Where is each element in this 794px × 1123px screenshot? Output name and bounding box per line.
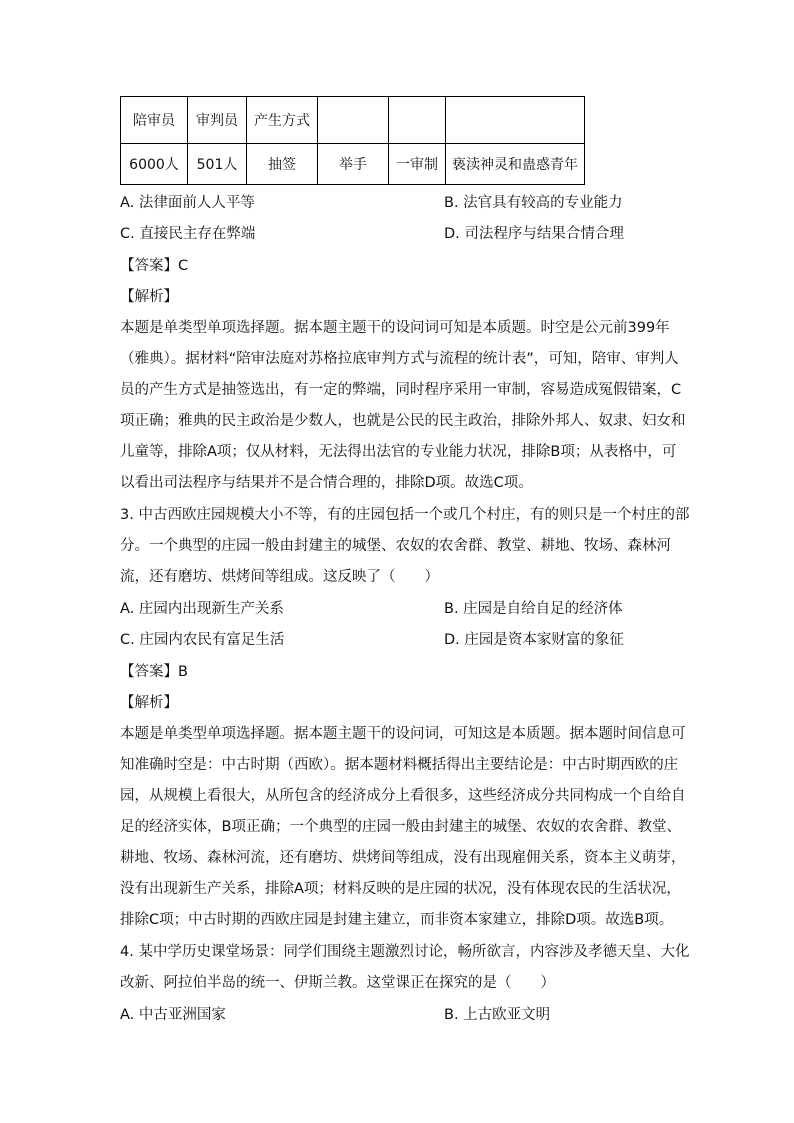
- q3-stem-line: 3. 中古西欧庄园规模大小不等，有的庄园包括一个或几个村庄，有的则只是一个村庄的部: [120, 507, 690, 523]
- q2-analysis-line: 本题是单类型单项选择题。据本题主题干的设问词可知是本质题。时空是公元前399年: [120, 320, 670, 336]
- table-cell: 抽签: [247, 144, 318, 185]
- q3-analysis-line: 本题是单类型单项选择题。据本题主题干的设问词，可知这是本质题。据本题时间信息可: [120, 726, 686, 742]
- trial-statistics-table: [120, 96, 585, 185]
- q3-option-c: C. 庄园内农民有富足生活: [120, 632, 285, 648]
- q3-analysis-line: 没有出现新生产关系，排除A项；材料反映的是庄园的状况，没有体现农民的生活状况，: [120, 881, 681, 897]
- table-cell: [389, 97, 446, 144]
- q3-analysis-line: 足的经济实体，B项正确；一个典型的庄园一般由封建主的城堡、农奴的农舍群、教堂、: [120, 819, 681, 835]
- q3-answer: 【答案】B: [120, 664, 188, 680]
- q2-analysis-line: 员的产生方式是抽签选出，有一定的弊端，同时程序采用一审制，容易造成冤假错案，C: [120, 382, 682, 398]
- q2-option-a: A. 法律面前人人平等: [120, 195, 255, 211]
- table-cell: 亵渎神灵和蛊惑青年: [446, 144, 585, 185]
- table-cell: 一审制: [389, 144, 446, 185]
- q2-analysis-line: （雅典）。据材料“陪审法庭对苏格拉底审判方式与流程的统计表”，可知，陪审、审判人: [120, 351, 679, 367]
- q2-option-c: C. 直接民主存在弊端: [120, 226, 256, 242]
- q2-analysis-label: 【解析】: [120, 289, 178, 305]
- q4-option-a: A. 中古亚洲国家: [120, 1007, 226, 1023]
- q4-stem-line: 4. 某中学历史课堂场景：同学们围绕主题激烈讨论，畅所欲言，内容涉及孝德天皇、大化: [120, 944, 690, 960]
- q3-analysis-line: 排除C项；中古时期的西欧庄园是封建主建立，而非资本家建立，排除D项。故选B项。: [120, 912, 674, 928]
- q2-option-b: B. 法官具有较高的专业能力: [444, 195, 623, 211]
- table-cell: 产生方式: [247, 97, 318, 144]
- q3-stem-line: 流，还有磨坊、烘烤间等组成。这反映了（ ）: [120, 569, 439, 585]
- table-cell: [318, 97, 389, 144]
- table-cell: 举手: [318, 144, 389, 185]
- table-cell: 审判员: [188, 97, 247, 144]
- table-row: [121, 144, 585, 185]
- table-cell: [446, 97, 585, 144]
- q3-option-d: D. 庄园是资本家财富的象征: [444, 632, 624, 648]
- q4-stem-line: 改新、阿拉伯半岛的统一、伊斯兰教。这堂课正在探究的是（ ）: [120, 975, 555, 991]
- q3-option-a: A. 庄园内出现新生产关系: [120, 601, 284, 617]
- table-cell: 6000人: [121, 144, 188, 185]
- q3-stem-line: 分。一个典型的庄园一般由封建主的城堡、农奴的农舍群、教堂、耕地、牧场、森林河: [120, 538, 671, 554]
- table-cell: 陪审员: [121, 97, 188, 144]
- q3-analysis-line: 耕地、牧场、森林河流，还有磨坊、烘烤间等组成，没有出现雇佣关系，资本主义萌芽，: [120, 850, 686, 866]
- q3-analysis-line: 园，从规模上看很大，从所包含的经济成分上看很多，这些经济成分共同构成一个自给自: [120, 788, 686, 804]
- q3-analysis-line: 知准确时空是：中古时期（西欧）。据本题材料概括得出主要结论是：中古时期西欧的庄: [120, 757, 679, 773]
- q2-analysis-line: 儿童等，排除A项；仅从材料，无法得出法官的专业能力状况，排除B项；从表格中，可: [120, 444, 677, 460]
- q3-option-b: B. 庄园是自给自足的经济体: [444, 601, 623, 617]
- q3-analysis-label: 【解析】: [120, 695, 178, 711]
- q2-option-d: D. 司法程序与结果合情合理: [444, 226, 624, 242]
- table-row: [121, 97, 585, 144]
- q2-answer: 【答案】C: [120, 258, 189, 274]
- table-cell: 501人: [188, 144, 247, 185]
- q4-option-b: B. 上古欧亚文明: [444, 1007, 551, 1023]
- q2-analysis-line: 项正确；雅典的民主政治是少数人，也就是公民的民主政治，排除外邦人、奴隶、妇女和: [120, 413, 686, 429]
- q2-analysis-line: 以看出司法程序与结果并不是合情合理的，排除D项。故选C项。: [120, 475, 533, 491]
